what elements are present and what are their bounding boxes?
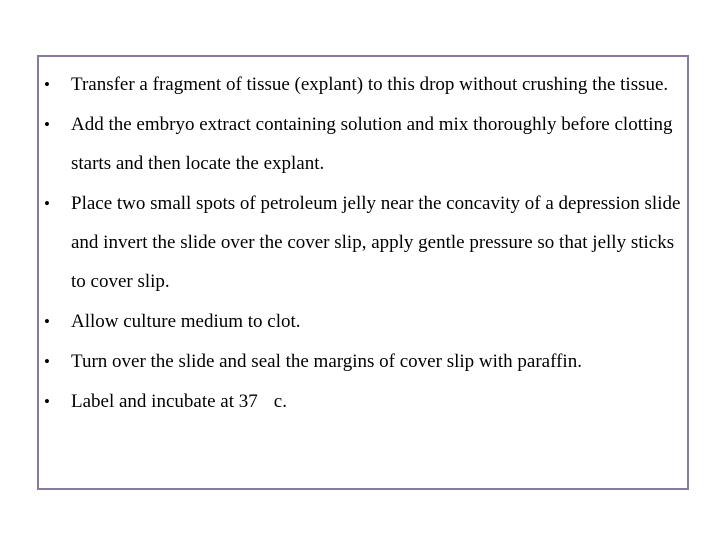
list-item bbox=[44, 342, 690, 381]
step-text-before-temperature: Label and incubate at 37 bbox=[71, 391, 258, 412]
step-text: Turn over the slide and seal the margins of cover slip with paraffin. bbox=[71, 351, 582, 372]
bullet-icon: • bbox=[44, 115, 50, 134]
bullet-icon: • bbox=[44, 352, 50, 371]
list-item bbox=[44, 184, 690, 301]
step-text: Transfer a fragment of tissue (explant) to this drop without crushing the tissue. bbox=[71, 74, 669, 95]
list-item bbox=[44, 302, 690, 341]
bullet-icon: • bbox=[44, 194, 50, 213]
list-item bbox=[44, 65, 690, 104]
step-text: Place two small spots of petroleum jelly near the concavity of a depression slide and invert the slide over the cover slip, apply gentle pressure so that jelly sticks to cover slip. bbox=[71, 193, 681, 292]
step-text-after-temperature: c. bbox=[273, 391, 287, 412]
list-item bbox=[44, 105, 690, 183]
bullet-icon: • bbox=[44, 312, 50, 331]
protocol-steps-list bbox=[44, 65, 690, 421]
list-item bbox=[44, 382, 690, 421]
bullet-icon: • bbox=[44, 75, 50, 94]
bullet-icon: • bbox=[44, 392, 50, 411]
step-text: Add the embryo extract containing solution and mix thoroughly before clotting starts and then locate the explant. bbox=[71, 114, 673, 174]
step-text: Allow culture medium to clot. bbox=[71, 311, 301, 332]
